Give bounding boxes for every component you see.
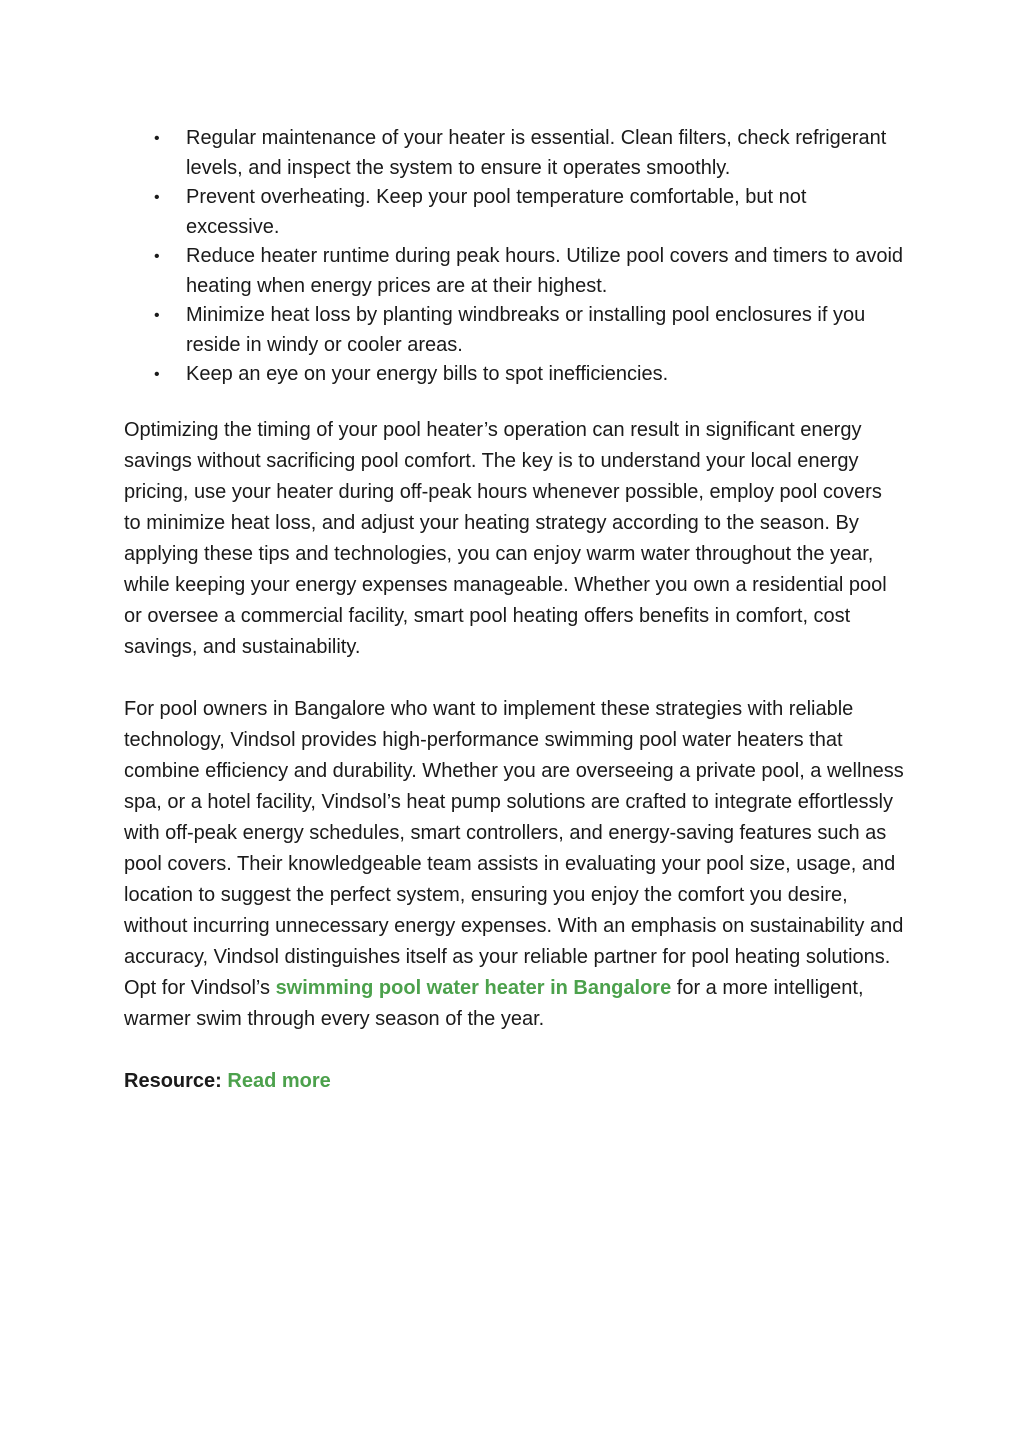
list-item-text: Keep an eye on your energy bills to spot inefficiencies.	[186, 363, 669, 385]
bullet-icon: •	[154, 307, 160, 324]
tips-list	[124, 124, 904, 390]
list-item	[124, 301, 904, 360]
list-item	[124, 360, 904, 390]
bullet-icon: •	[154, 130, 160, 147]
document-page	[124, 124, 904, 1097]
summary-paragraph: Optimizing the timing of your pool heater’s operation can result in significant energy savings without sacrificing pool comfort. The key is to understand your local energy pricing, use your heater during off-peak hours whenever possible, employ pool covers to minimize heat loss, and adjust your heating strategy according to the season. By applying these tips and technologies, you can enjoy warm water throughout the year, while keeping your energy expenses manageable. Whether you own a residential pool or oversee a commercial facility, smart pool heating offers benefits in comfort, cost savings, and sustainability.	[124, 418, 887, 658]
vindsol-paragraph	[124, 694, 904, 1035]
list-item-text: Regular maintenance of your heater is essential. Clean filters, check refrigerant levels, and inspect the system to ensure it operates smoothly.	[186, 127, 887, 179]
paragraph-text: for a more intelligent, warmer swim through every season of the year.	[124, 976, 864, 1030]
bullet-icon: •	[154, 366, 160, 383]
list-item	[124, 242, 904, 301]
list-item-text: Reduce heater runtime during peak hours. Utilize pool covers and timers to avoid heating when energy prices are at their highest.	[186, 245, 904, 297]
list-item-text: Prevent overheating. Keep your pool temperature comfortable, but not excessive.	[186, 186, 807, 238]
resource-line	[124, 1066, 904, 1097]
bullet-icon: •	[154, 248, 160, 265]
paragraph-text: For pool owners in Bangalore who want to implement these strategies with reliable technology, Vindsol provides high-performance swimming pool water heaters that combine efficiency and durability. Whether you are overseeing a private pool, a wellness spa, or a hotel facility, Vindsol’s heat pump solutions are crafted to integrate effortlessly with off-peak energy schedules, smart controllers, and energy-saving features such as pool covers. Their knowledgeable team assists in evaluating your pool size, usage, and location to suggest the perfect system, ensuring you enjoy the comfort you desire, without incurring unnecessary energy expenses. With an emphasis on sustainability and accuracy, Vindsol distinguishes itself as your reliable partner for pool heating solutions. Opt for Vindsol’s	[124, 697, 904, 999]
list-item	[124, 183, 904, 242]
read-more-link[interactable]: Read more	[227, 1069, 331, 1092]
bullet-icon: •	[154, 189, 160, 206]
list-item	[124, 124, 904, 183]
list-item-text: Minimize heat loss by planting windbreaks or installing pool enclosures if you reside in windy or cooler areas.	[186, 304, 866, 356]
resource-label: Resource:	[124, 1069, 228, 1092]
pool-heater-link[interactable]: swimming pool water heater in Bangalore	[275, 976, 672, 999]
